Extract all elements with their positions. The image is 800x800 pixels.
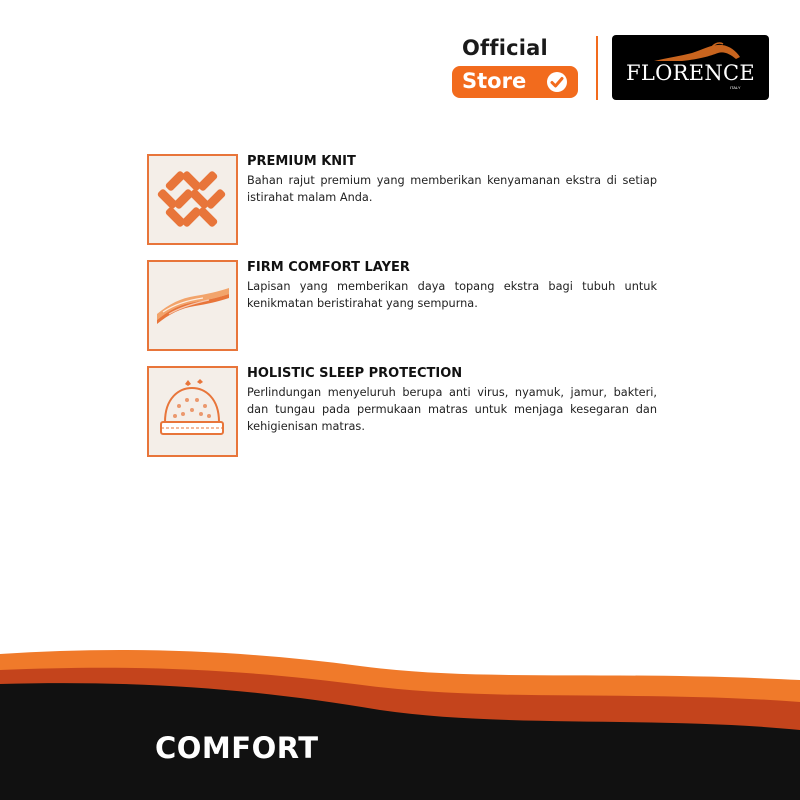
feature-description: Bahan rajut premium yang memberikan kenyamanan ekstra di setiap istirahat malam Anda. xyxy=(247,174,657,204)
check-circle-icon xyxy=(546,71,568,93)
feature-premium-knit xyxy=(147,154,667,244)
footer-label: COMFORT xyxy=(155,731,319,765)
official-label: Official xyxy=(462,36,548,60)
official-store-badge xyxy=(452,36,582,100)
brand-sub: ITALY xyxy=(730,85,741,90)
knit-weave-icon xyxy=(149,156,236,243)
feature-title: HOLISTIC SLEEP PROTECTION xyxy=(247,366,463,381)
brand-name: FLORENCE xyxy=(626,61,756,85)
feature-firm-comfort-layer xyxy=(147,260,667,350)
store-label: Store xyxy=(462,69,527,93)
header-divider xyxy=(596,36,598,100)
florence-logo xyxy=(612,35,769,100)
feature-title: PREMIUM KNIT xyxy=(247,154,356,169)
feature-icon-box xyxy=(147,260,238,351)
comfort-layer-icon xyxy=(149,262,236,349)
feature-title: FIRM COMFORT LAYER xyxy=(247,260,410,275)
bottom-wave-banner xyxy=(0,640,800,800)
feature-holistic-sleep-protection xyxy=(147,366,667,456)
store-pill xyxy=(452,66,578,98)
feature-description: Lapisan yang memberikan daya topang ekstra bagi tubuh untuk kenikmatan beristirahat yang sempurna. xyxy=(247,280,657,310)
feature-description: Perlindungan menyeluruh berupa anti virus, nyamuk, jamur, bakteri, dan tungau pada permukaan matras untuk menjaga kesegaran dan kehigienisan matras. xyxy=(247,386,657,433)
feature-icon-box xyxy=(147,154,238,245)
reclining-figure-icon xyxy=(652,41,742,63)
feature-icon-box xyxy=(147,366,238,457)
mattress-protection-icon xyxy=(149,368,236,455)
